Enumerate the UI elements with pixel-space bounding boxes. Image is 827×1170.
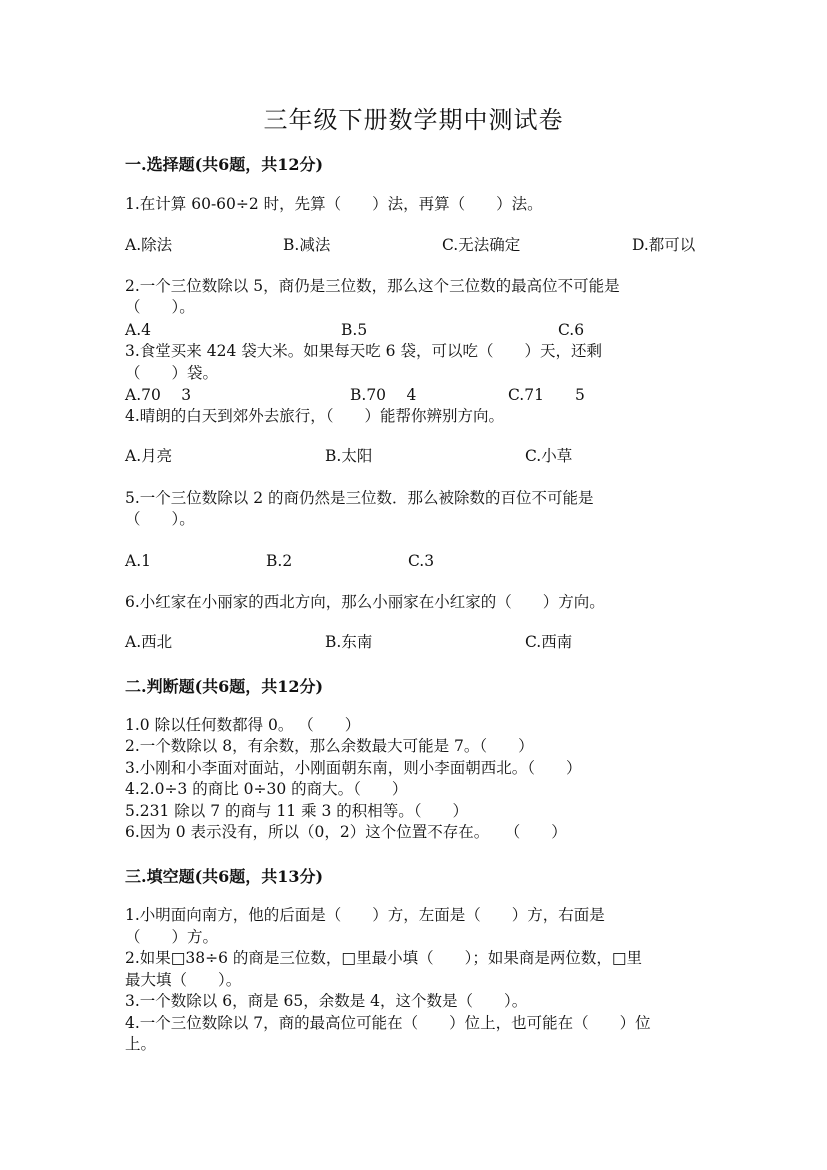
question-6-stem: 6.小红家在小丽家的西北方向，那么小丽家在小红家的（ ）方向。 xyxy=(125,593,605,611)
q6-option-a: A.西北 xyxy=(125,633,173,651)
q6-option-c: C.西南 xyxy=(525,633,573,651)
fill-item: 3.一个数除以 6，商是 65，余数是 4，这个数是（ ）。 xyxy=(125,992,528,1010)
q2-option-b: B.5 xyxy=(341,321,368,339)
page-title: 三年级下册数学期中测试卷 xyxy=(263,106,564,134)
question-2-stem: 2.一个三位数除以 5，商仍是三位数，那么这个三位数的最高位不可能是 xyxy=(125,277,620,295)
q2-option-a: A.4 xyxy=(125,321,151,339)
section-heading-fill: 三.填空题(共6题，共13分) xyxy=(125,867,324,886)
fill-item-cont: （ ）方。 xyxy=(125,928,219,946)
q1-option-d: D.都可以 xyxy=(632,236,696,254)
judge-item: 5.231 除以 7 的商与 11 乘 3 的积相等。（ ） xyxy=(125,802,469,820)
judge-item: 2.一个数除以 8，有余数，那么余数最大可能是 7。（ ） xyxy=(125,737,534,755)
judge-item: 6.因为 0 表示没有，所以（0，2）这个位置不存在。 （ ） xyxy=(125,823,567,841)
section-heading-choice: 一.选择题(共6题，共12分) xyxy=(125,155,324,174)
question-5-stem-cont: （ ）。 xyxy=(125,510,195,528)
q4-option-c: C.小草 xyxy=(525,447,573,465)
q3-option-a: A.70 3 xyxy=(125,386,192,404)
q4-option-b: B.太阳 xyxy=(325,447,373,465)
section-heading-judge: 二.判断题(共6题，共12分) xyxy=(125,677,324,696)
q3-option-b: B.70 4 xyxy=(350,386,417,404)
question-5-stem: 5.一个三位数除以 2 的商仍然是三位数．那么被除数的百位不可能是 xyxy=(125,489,594,507)
judge-item: 4.2.0÷3 的商比 0÷30 的商大。（ ） xyxy=(125,780,408,798)
q6-option-b: B.东南 xyxy=(325,633,373,651)
fill-item: 4.一个三位数除以 7，商的最高位可能在（ ）位上，也可能在（ ）位 xyxy=(125,1014,651,1032)
judge-item: 1.0 除以任何数都得 0。 （ ） xyxy=(125,716,361,734)
q1-option-a: A.除法 xyxy=(125,236,173,254)
fill-item: 2.如果□38÷6 的商是三位数，□里最小填（ ）；如果商是两位数，□里 xyxy=(125,949,642,967)
question-4-stem: 4.晴朗的白天到郊外去旅行，（ ）能帮你辨别方向。 xyxy=(125,407,505,425)
q4-option-a: A.月亮 xyxy=(125,447,173,465)
q1-option-c: C.无法确定 xyxy=(442,236,521,254)
q5-option-a: A.1 xyxy=(125,552,151,570)
fill-item-cont: 上。 xyxy=(125,1035,157,1053)
question-3-stem: 3.食堂买来 424 袋大米。如果每天吃 6 袋，可以吃（ ）天，还剩 xyxy=(125,342,602,360)
q3-option-c: C.71 5 xyxy=(508,386,585,404)
q2-option-c: C.6 xyxy=(558,321,585,339)
q1-option-b: B.减法 xyxy=(283,236,331,254)
judge-item: 3.小刚和小李面对面站，小刚面朝东南，则小李面朝西北。（ ） xyxy=(125,759,582,777)
question-1-stem: 1.在计算 60-60÷2 时，先算（ ）法，再算（ ）法。 xyxy=(125,195,543,213)
question-2-stem-cont: （ ）。 xyxy=(125,298,195,316)
fill-item-cont: 最大填（ ）。 xyxy=(125,971,242,989)
question-3-stem-cont: （ ）袋。 xyxy=(125,364,219,382)
q5-option-c: C.3 xyxy=(408,552,435,570)
fill-item: 1.小明面向南方，他的后面是（ ）方，左面是（ ）方，右面是 xyxy=(125,906,605,924)
q5-option-b: B.2 xyxy=(266,552,293,570)
